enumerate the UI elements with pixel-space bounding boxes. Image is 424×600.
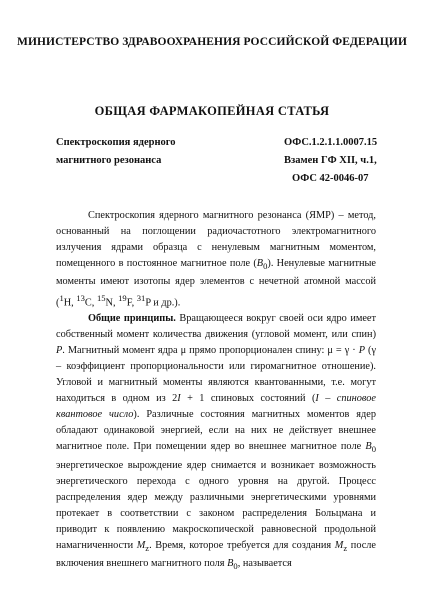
- paragraph-principles: [56, 311, 376, 573]
- symbol-p: P: [56, 345, 63, 357]
- subscript: 0: [371, 444, 376, 455]
- subscript: 0: [263, 261, 268, 272]
- text-run: Спектроскопия ядерного магнитного резонанса (ЯМР) – метод, основанный на поглощении радиочастотного электромагнитного излучения ядрами образца с ненулевым магнитным моментом, помещенного в постоянное магнитное поле (: [56, 210, 376, 269]
- document-title: ОБЩАЯ ФАРМАКОПЕЙНАЯ СТАТЬЯ: [94, 104, 330, 118]
- symbol-m: M: [334, 539, 344, 551]
- text-run: Вращающееся вокруг своей оси ядро имеет собственный момент количества движения (угловой момент, или спин): [56, 313, 376, 341]
- text-run: C,: [84, 297, 97, 309]
- article-name-line2: магнитного резонанса: [56, 155, 162, 166]
- text-run: , называется: [237, 557, 292, 569]
- section-lead: Общие принципы.: [88, 313, 176, 325]
- symbol-b: B: [256, 258, 264, 269]
- subscript: z: [145, 542, 150, 553]
- symbol-m: M: [136, 539, 146, 551]
- spin-definition: I – спиновое квантовое число: [56, 393, 376, 421]
- ministry-header: МИНИСТЕРСТВО ЗДРАВООХРАНЕНИЯ РОССИЙСКОЙ ФЕДЕРАЦИИ: [16, 36, 407, 48]
- article-code: ОФС.1.2.1.1.0007.15: [284, 137, 378, 148]
- subscript: z: [343, 542, 348, 553]
- superscript: 15: [96, 293, 106, 304]
- text-run: N,: [105, 297, 119, 309]
- text-run: . Время, которое требуется для создания: [149, 539, 335, 551]
- article-name: [56, 134, 216, 170]
- text-run: H,: [63, 297, 77, 309]
- paragraph-intro: [56, 208, 376, 311]
- superscript: 1: [59, 293, 64, 304]
- text-run: F,: [126, 297, 137, 309]
- text-run: ). Различные состояния магнитных моментов ядер обладают одинаковой энергией, если на них не действует внешнее магнитное поле. При помещении ядер во внешнее магнитное поле: [56, 409, 376, 453]
- article-codes: [284, 134, 424, 188]
- replaces-code: ОФС 42-0046-07: [292, 173, 369, 184]
- symbol-p: P: [358, 345, 365, 357]
- symbol-b: B: [365, 441, 372, 453]
- symbol-b: B: [227, 557, 234, 569]
- text-run: + 1 спиновых состояний (: [180, 393, 316, 405]
- text-run: энергетическое вырождение ядер снимается и возникает возможность энергетического перехода с одного уровня на другой. Процесс распределения ядер между различными энергетическими уровнями протекает в соответствии с законом распределения Больцмана и приводит к появлению макроскопической равновесной продольной намагниченности: [56, 459, 376, 551]
- text-run: ). Ненулевые магнитные моменты имеют изотопы ядер элементов с нечетной атомной массой (: [56, 258, 376, 309]
- text-run: (γ – коэффициент пропорциональности или гиромагнитное отношение). Угловой и магнитный моменты являются квантованными, т.е. могут находиться в одном из 2: [56, 345, 376, 405]
- superscript: 19: [118, 293, 127, 304]
- text-run: P и др.).: [145, 297, 181, 309]
- article-name-line1: Спектроскопия ядерного: [56, 137, 176, 148]
- superscript: 31: [136, 293, 146, 304]
- replaces-note: Взамен ГФ XII, ч.1,: [284, 155, 377, 166]
- symbol-i: I: [177, 393, 181, 405]
- article-body: [56, 208, 376, 574]
- text-run: . Магнитный момент ядра μ прямо пропорционален спину: μ = γ ·: [62, 345, 359, 357]
- superscript: 13: [76, 293, 85, 304]
- text-run: после включения внешнего магнитного поля: [56, 539, 376, 569]
- subscript: 0: [233, 560, 238, 571]
